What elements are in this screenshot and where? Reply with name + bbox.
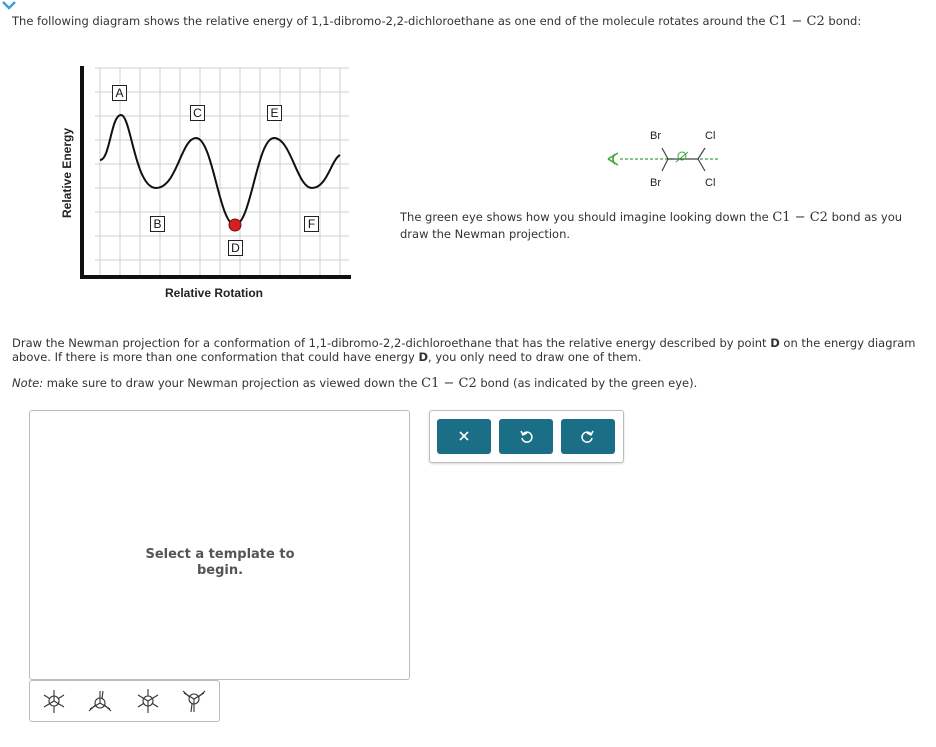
energy-diagram <box>55 60 360 305</box>
clear-button[interactable] <box>437 419 491 454</box>
staggered-newman-template[interactable] <box>36 683 72 719</box>
undo-button[interactable] <box>499 419 553 454</box>
eclipsed-newman-template[interactable] <box>82 683 118 719</box>
y-axis-label: Relative Energy <box>60 127 74 219</box>
eye-note-text: The green eye shows how you should imagine looking down the C1 − C2 bond as you draw the Newman projection. <box>400 210 903 241</box>
point-label-e: E <box>267 105 282 121</box>
x-axis-label: Relative Rotation <box>165 286 264 300</box>
point-d-marker <box>229 219 241 231</box>
note-text: Note: make sure to draw your Newman projection as viewed down the C1 − C2 bond (as indicated by the green eye). <box>12 376 698 391</box>
drawing-canvas[interactable] <box>29 410 410 680</box>
chevron-down-icon[interactable] <box>0 0 18 12</box>
point-label-f: F <box>304 216 319 232</box>
molecule-label-cl-bottom: Cl <box>705 177 716 189</box>
point-label-a: A <box>112 85 127 101</box>
green-eye-icon <box>608 153 618 165</box>
close-icon <box>458 430 470 442</box>
staggered-newman-template-alt[interactable] <box>130 683 166 719</box>
redo-icon <box>581 429 595 443</box>
intro-text: The following diagram shows the relative energy of 1,1-dibromo-2,2-dichloroethane as one end of the molecule rotates around the C1 − C2 bond: <box>12 14 862 29</box>
point-label-c: C <box>190 105 205 121</box>
point-label-b: B <box>150 216 165 232</box>
molecule-label-br-bottom: Br <box>650 177 661 189</box>
molecule-figure <box>600 128 740 193</box>
undo-icon <box>519 429 533 443</box>
eclipsed-newman-template-alt[interactable] <box>176 683 212 719</box>
point-label-d: D <box>228 240 243 256</box>
molecule-label-br-top: Br <box>650 130 661 142</box>
redo-button[interactable] <box>561 419 615 454</box>
molecule-label-cl-top: Cl <box>705 130 716 142</box>
canvas-placeholder: Select a template to begin. <box>145 547 295 578</box>
question-text: Draw the Newman projection for a conformation of 1,1-dibromo-2,2-dichloroethane that has the relative energy described by point D on the energy diagram above. If there is more than one conformation that could have energy D, you only need to draw one of them. <box>12 336 916 364</box>
